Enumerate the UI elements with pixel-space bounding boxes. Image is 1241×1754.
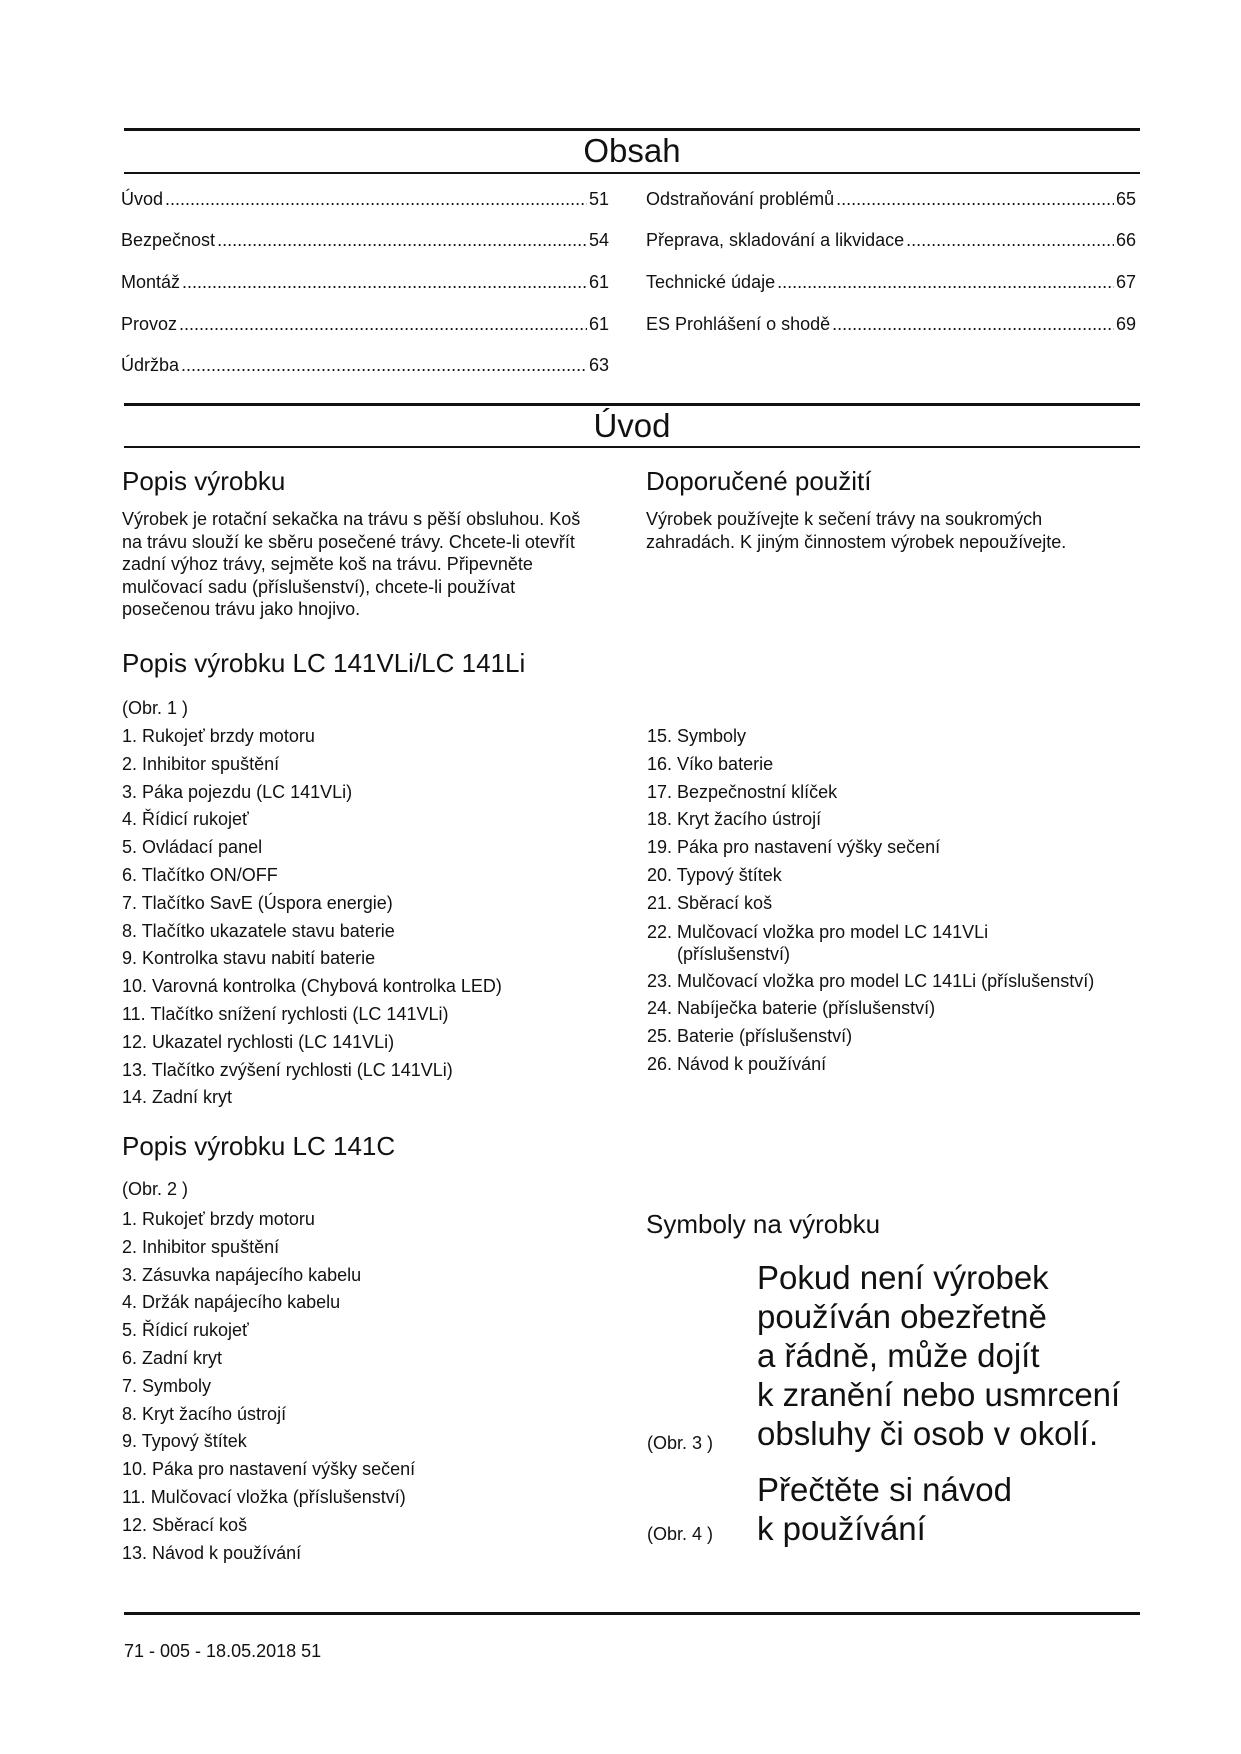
list-item: 20. Typový štítek: [647, 864, 782, 885]
list-item: 12. Ukazatel rychlosti (LC 141VLi): [122, 1031, 395, 1052]
lc141vli-heading: Popis výrobku LC 141VLi/LC 141Li: [122, 648, 526, 678]
list-item: 5. Řídicí rukojeť: [122, 1320, 249, 1341]
list-item: 7. Tlačítko SavE (Úspora energie): [122, 892, 393, 913]
intro-bottom-rule: [124, 446, 1140, 448]
lc141c-parts-list: [122, 1206, 415, 1567]
toc-entry[interactable]: Technické údaje ..... 67: [646, 271, 1136, 293]
list-item: 4. Držák napájecího kabelu: [122, 1292, 341, 1313]
figure-ref-1: (Obr. 1 ): [122, 698, 189, 718]
toc-entry[interactable]: Provoz ..... 61: [121, 313, 609, 335]
page-number: 51: [301, 1641, 322, 1661]
list-item: 26. Návod k používání: [647, 1053, 827, 1074]
contents-title: Obsah: [583, 132, 681, 169]
intended-use-text: Výrobek používejte k sečení trávy na soukromých zahradách. K jiným činnostem výrobek nepoužívejte.: [646, 509, 1067, 552]
list-item: 17. Bezpečnostní klíček: [647, 781, 838, 802]
list-item: 5. Ovládací panel: [122, 837, 263, 858]
list-item: 16. Víko baterie: [647, 753, 774, 774]
list-item: 10. Páka pro nastavení výšky sečení: [122, 1459, 416, 1480]
figure-ref-3: (Obr. 3 ): [647, 1433, 714, 1453]
list-item: 6. Zadní kryt: [122, 1347, 223, 1368]
symbols-heading: Symboly na výrobku: [646, 1209, 881, 1239]
list-item: 18. Kryt žacího ústrojí: [647, 809, 822, 830]
figure-ref-4: (Obr. 4 ): [647, 1524, 714, 1544]
list-item: 9. Kontrolka stavu nabití baterie: [122, 948, 376, 969]
list-item: 6. Tlačítko ON/OFF: [122, 864, 278, 885]
list-item: 14. Zadní kryt: [122, 1087, 233, 1108]
list-item: 10. Varovná kontrolka (Chybová kontrolka LED): [122, 976, 502, 997]
lc141c-heading: Popis výrobku LC 141C: [122, 1131, 396, 1161]
list-item: 19. Páka pro nastavení výšky sečení: [647, 837, 941, 858]
intro-title: Úvod: [593, 407, 671, 444]
figure-ref-2: (Obr. 2 ): [122, 1179, 189, 1199]
product-description-text: Výrobek je rotační sekačka na trávu s pěší obsluhou. Koš na trávu slouží ke sběru posečené trávy. Chcete-li otevřít zadní výhoz trávy, sejměte koš na trávu. Připevněte mulčovací sadu (příslušenství), chcete-li používat posečenou trávu jako hnojivo.: [122, 509, 581, 619]
list-item: 24. Nabíječka baterie (příslušenství): [647, 998, 936, 1019]
toc-entry[interactable]: Úvod ..... 51: [121, 188, 609, 210]
product-description-heading: Popis výrobku: [122, 466, 286, 496]
toc-entry[interactable]: Údržba ..... 63: [121, 354, 609, 376]
list-item: 1. Rukojeť brzdy motoru: [122, 1209, 315, 1229]
list-item: 11. Tlačítko snížení rychlosti (LC 141VLi): [122, 1003, 449, 1024]
lc141vli-parts-list-right: [647, 723, 1094, 1079]
list-item: 2. Inhibitor spuštění: [122, 1236, 280, 1257]
list-item: 1. Rukojeť brzdy motoru: [122, 726, 315, 746]
toc-entry[interactable]: Přeprava, skladování a likvidace ..... 66: [646, 229, 1136, 251]
list-item: 13. Tlačítko zvýšení rychlosti (LC 141VLi): [122, 1059, 453, 1080]
list-item: 8. Tlačítko ukazatele stavu baterie: [122, 920, 395, 941]
list-item: 15. Symboly: [647, 726, 747, 746]
list-item: 2. Inhibitor spuštění: [122, 753, 280, 774]
toc-entry[interactable]: Odstraňování problémů ..... 65: [646, 188, 1136, 210]
list-item: 9. Typový štítek: [122, 1431, 247, 1452]
lc141vli-parts-list-left: [122, 723, 502, 1112]
list-item: 21. Sběrací koš: [647, 892, 773, 913]
list-item: 12. Sběrací koš: [122, 1514, 248, 1535]
symbol-warning-text: Pokud není výrobek používán obezřetně a řádně, může dojít k zranění nebo usmrcení obsluhy či osob v okolí.: [757, 1259, 1121, 1452]
toc-entry[interactable]: Montáž ..... 61: [121, 271, 609, 293]
list-item: 23. Mulčovací vložka pro model LC 141Li (příslušenství): [647, 970, 1095, 991]
contents-bottom-rule: [124, 172, 1140, 174]
symbol-read-manual-text: Přečtěte si návod k používání: [757, 1471, 1012, 1547]
page-footer: [124, 1640, 321, 1662]
toc-entry[interactable]: ES Prohlášení o shodě ..... 69: [646, 313, 1136, 335]
toc-entry[interactable]: Bezpečnost ..... 54: [121, 229, 609, 251]
list-item: 3. Zásuvka napájecího kabelu: [122, 1264, 362, 1285]
list-item: 8. Kryt žacího ústrojí: [122, 1403, 287, 1424]
list-item: 25. Baterie (příslušenství): [647, 1026, 853, 1047]
list-item: 7. Symboly: [122, 1375, 212, 1396]
list-item: 11. Mulčovací vložka (příslušenství): [122, 1486, 406, 1507]
document-reference: 71 - 005 - 18.05.2018: [124, 1641, 297, 1661]
list-item: 4. Řídicí rukojeť: [122, 809, 249, 830]
footer-rule: [124, 1612, 1140, 1615]
intended-use-heading: Doporučené použití: [646, 466, 872, 496]
list-item: 13. Návod k používání: [122, 1542, 302, 1563]
list-item: 3. Páka pojezdu (LC 141VLi): [122, 781, 353, 802]
list-item-continuation: (příslušenství): [677, 943, 791, 964]
list-item: 22. Mulčovací vložka pro model LC 141VLi: [647, 921, 989, 942]
